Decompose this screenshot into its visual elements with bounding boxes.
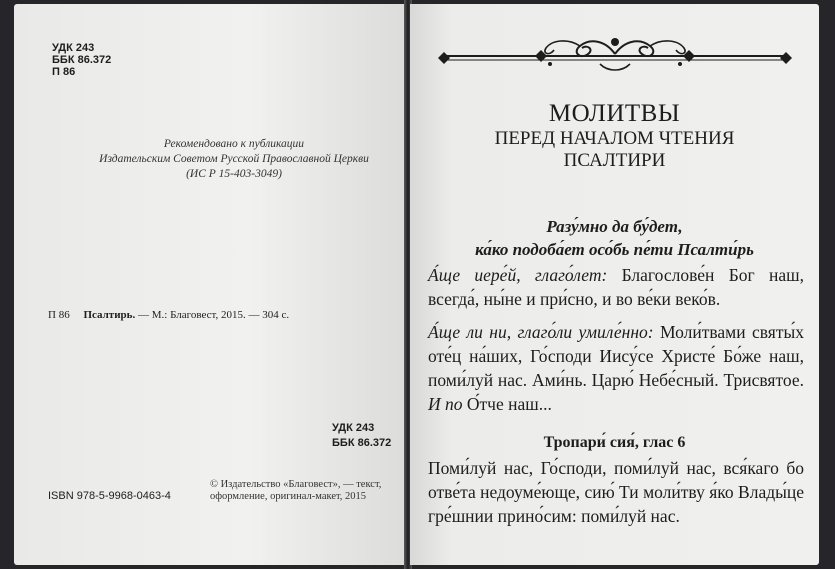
rubric-text: И по (428, 394, 463, 414)
recommendation-block (74, 137, 394, 182)
udk-bottom-block (332, 421, 391, 451)
prayer-text: Благослове́н Бог наш, всегда́, ны́не и при́сно, и во ве́ки веко́в. (428, 265, 804, 309)
prayer-paragraph (428, 263, 804, 311)
rubric-text: А́ще иере́й, глаго́лет: (428, 265, 608, 285)
prayer-text: О́тче наш... (462, 394, 552, 414)
prayer-text: Моли́твами святы́х оте́ц на́ших, Го́споди Иису́се Христе́ Бо́же наш, поми́луй нас. Ами́нь. Царю́ Небе́сный. Трисвятое. (428, 322, 805, 390)
udk-code: УДК 243 (52, 42, 95, 54)
rubric-text: А́ще ли ни, глаго́ли умиле́нно: (428, 322, 654, 342)
decorative-scroll-ornament-icon (430, 32, 800, 76)
right-page (410, 4, 819, 565)
troparion-heading: Тропари́ сия́, глас 6 (543, 434, 686, 451)
catalog-rest: — М.: Благовест, 2015. — 304 с. (135, 309, 290, 321)
catalog-code: П 86 (48, 309, 70, 321)
recommendation-line: Рекомендовано к публикации (163, 138, 305, 150)
recommendation-line: (ИС Р 15-403-3049) (186, 168, 282, 180)
prayer-paragraph (428, 320, 804, 416)
catalog-title: Псалтирь. (83, 309, 136, 321)
author-mark: П 86 (52, 66, 76, 78)
udk-top-block (52, 42, 111, 78)
bbk-code: ББК 86.372 (52, 54, 112, 66)
catalog-entry (48, 309, 289, 321)
left-page (14, 4, 406, 565)
page-subtitle-line: ПЕРЕД НАЧАЛОМ ЧТЕНИЯ (494, 128, 735, 149)
udk-code: УДК 243 (332, 422, 375, 434)
troparion-paragraph: Поми́луй нас, Го́споди, поми́луй нас, вся́каго бо отве́та недоуме́юще, сию́ Ти моли́тву я́ко Влады́це гре́шнии прино́сим: поми́луй нас. (428, 458, 804, 526)
page-title: МОЛИТВЫ (548, 100, 681, 127)
section-heading-line: ка́ко подоба́ет осо́бь пе́ти Псалти́рь (475, 240, 754, 259)
page-subtitle-line: ПСАЛТИРИ (563, 150, 666, 171)
recommendation-line: Издательским Советом Русской Православной Церкви (99, 153, 369, 165)
copyright: © Издательство «Благовест», — текст, оформление, оригинал-макет, 2015 (210, 479, 382, 502)
bbk-code: ББК 86.372 (332, 437, 392, 449)
section-heading-line: Разу́мно да бу́дет, (546, 217, 683, 236)
isbn: ISBN 978-5-9968-0463-4 (48, 490, 171, 502)
